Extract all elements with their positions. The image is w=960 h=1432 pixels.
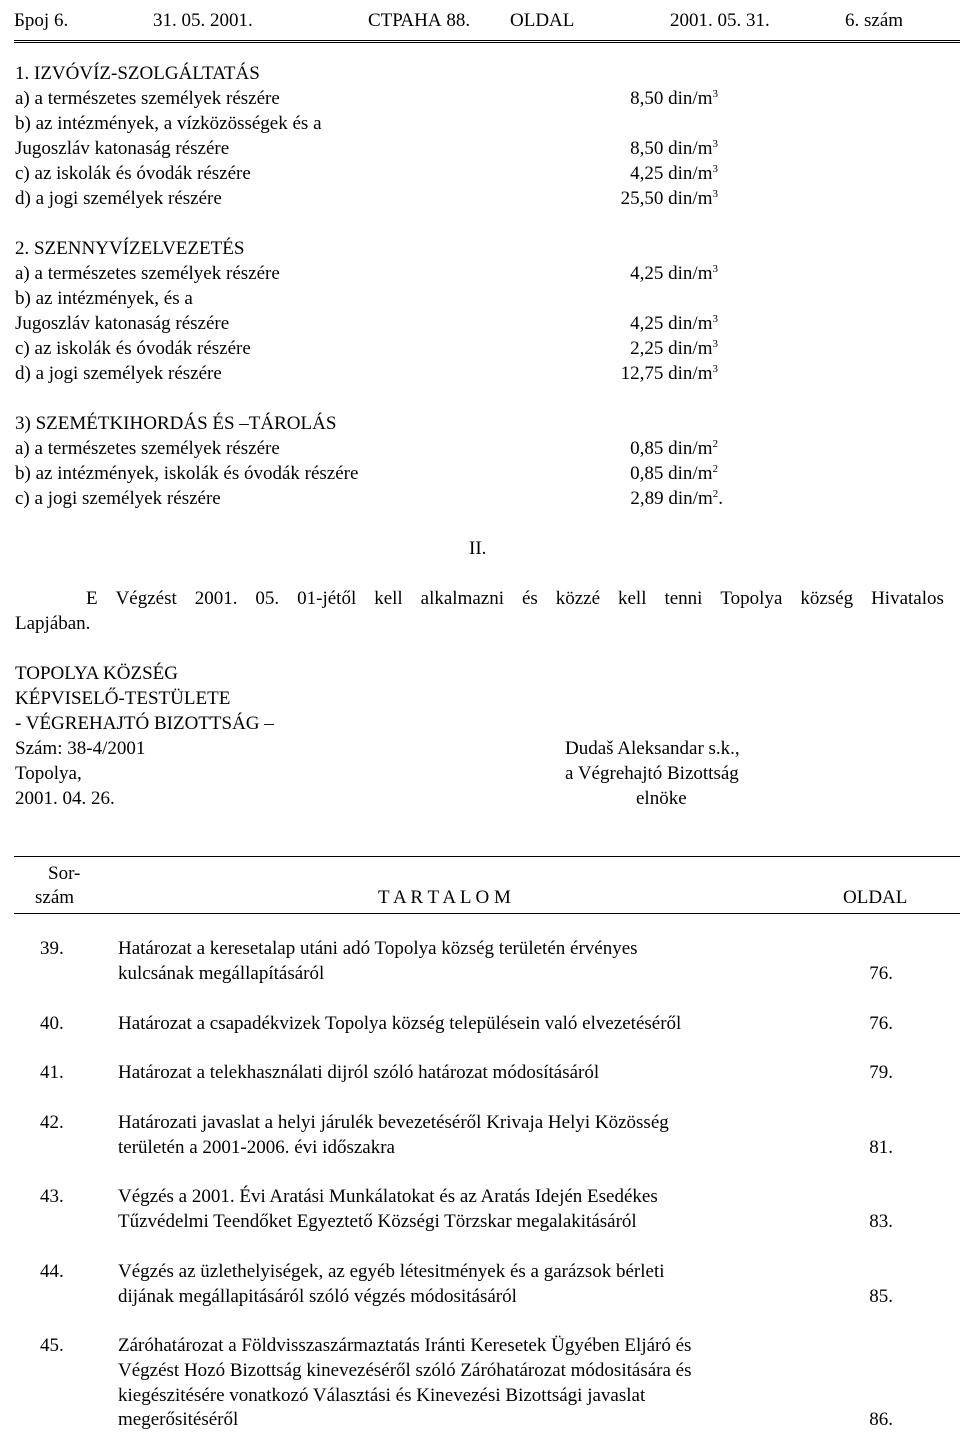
tariff-value: 0,85 din/$m^2$ (630, 438, 718, 459)
issue-date: 31. 05. 2001. (153, 10, 253, 31)
tariff-label: d) a jogi személyek részére (15, 363, 222, 384)
issuer-line: TOPOLYA KÖZSÉG (15, 663, 178, 684)
toc-item-title: Határozati javaslat a helyi járulék bevezetéséről Krivaja Helyi Közösség (118, 1112, 669, 1133)
toc-item-title: Végzést Hozó Bizottság kinevezéséről szóló Záróhatározat módositására és (118, 1360, 692, 1381)
tariff-row (15, 436, 735, 461)
section-roman-numeral: II. (469, 538, 487, 559)
tariff-label: d) a jogi személyek részére (15, 188, 222, 209)
signatory-title: elnöke (636, 788, 687, 809)
tariff-label: b) az intézmények, iskolák és óvodák részére (15, 463, 359, 484)
tariff-value: 2,25 din/$m^3$ (630, 338, 718, 359)
section-title: 1. IZVÓVÍZ-SZOLGÁLTATÁS (15, 63, 260, 84)
tariff-row (15, 86, 735, 111)
section-title: 3) SZEMÉTKIHORDÁS ÉS –TÁROLÁS (15, 413, 337, 434)
toc-top-rule (14, 856, 960, 857)
tariff-row (15, 111, 735, 136)
page-number-serbian: СТРАНА 88. (368, 10, 471, 31)
tariff-value: 0,85 din/$m^2$ (630, 463, 718, 484)
tariff-value: 2,89 din/$m^2$. (630, 488, 723, 509)
tariff-label: a) a természetes személyek részére (15, 263, 280, 284)
signing-date: 2001. 04. 26. (15, 788, 115, 809)
signatory-body: a Végrehajtó Bizottság (565, 763, 739, 784)
toc-item-number: 40. (40, 1013, 64, 1034)
paragraph-line-2: Lapjában. (15, 613, 91, 634)
tariff-label: a) a természetes személyek részére (15, 88, 280, 109)
tariff-label: c) az iskolák és óvodák részére (15, 338, 251, 359)
tariff-value: 12,75 din/$m^3$ (620, 363, 718, 384)
toc-item-page: 83. (869, 1211, 893, 1232)
issuer-line: KÉPVISELŐ-TESTÜLETE (15, 688, 231, 709)
tariff-row (15, 336, 735, 361)
toc-item-number: 39. (40, 938, 64, 959)
toc-item-title: Határozat a keresetalap utáni adó Topolya község területén érvényes (118, 938, 638, 959)
tariff-value: 8,50 din/$m^3$ (630, 88, 718, 109)
toc-col-number-line2: szám (35, 887, 75, 908)
tariff-value: 4,25 din/$m^3$ (630, 263, 718, 284)
tariff-label: Jugoszláv katonaság részére (15, 138, 230, 159)
tariff-label: b) az intézmények, és a (15, 288, 193, 309)
issue-date-hungarian: 2001. 05. 31. (670, 10, 770, 31)
toc-item-title: Határozat a csapadékvizek Topolya község településein való elvezetéséről (118, 1013, 682, 1034)
tariff-row (15, 361, 735, 386)
tariff-row (15, 261, 735, 286)
paragraph-line-1: E Végzést 2001. 05. 01-jétől kell alkalmazni és közzé kell tenni Topolya község Hivatalos (86, 588, 944, 609)
toc-item-number: 43. (40, 1186, 64, 1207)
tariff-label: c) az iskolák és óvodák részére (15, 163, 251, 184)
tariff-row (15, 461, 735, 486)
toc-item-page: 76. (869, 1013, 893, 1034)
toc-item-title: dijának megállapitásáról szóló végzés módositásáról (118, 1286, 517, 1307)
place: Topolya, (15, 763, 82, 784)
signatory-name: Dudaš Aleksandar s.k., (565, 738, 740, 759)
toc-item-title: Határozat a telekhasználati dijról szóló határozat módosításáról (118, 1062, 600, 1083)
section-title: 2. SZENNYVÍZELVEZETÉS (15, 238, 245, 259)
tariff-row (15, 311, 735, 336)
tariff-row (15, 161, 735, 186)
tariff-row (15, 186, 735, 211)
tariff-value: 25,50 din/$m^3$ (620, 188, 718, 209)
toc-col-page: OLDAL (843, 887, 908, 908)
tariff-value: 4,25 din/$m^3$ (630, 313, 718, 334)
toc-col-title: T A R T A L O M (378, 887, 511, 908)
toc-item-title: kiegészitésére vonatkozó Választási és Kinevezési Bizottsági javaslat (118, 1385, 646, 1406)
tariff-label: c) a jogi személyek részére (15, 488, 221, 509)
toc-item-title: kulcsának megállapításáról (118, 963, 325, 984)
tariff-label: b) az intézmények, a vízközösségek és a (15, 113, 322, 134)
toc-col-number-line1: Sor- (48, 863, 81, 884)
tariff-value: 8,50 din/$m^3$ (630, 138, 718, 159)
document-number: Szám: 38-4/2001 (15, 738, 146, 759)
toc-item-title: megerősitéséről (118, 1409, 239, 1430)
toc-item-number: 41. (40, 1062, 64, 1083)
issue-number-serbian: Број 6. (14, 10, 69, 31)
toc-item-title: területén a 2001-2006. évi időszakra (118, 1137, 395, 1158)
toc-item-page: 86. (869, 1409, 893, 1430)
tariff-row (15, 286, 735, 311)
toc-item-title: Végzés a 2001. Évi Aratási Munkálatokat és az Aratás Idején Esedékes (118, 1186, 658, 1207)
toc-item-number: 44. (40, 1261, 64, 1282)
tariff-label: Jugoszláv katonaság részére (15, 313, 230, 334)
toc-item-page: 85. (869, 1286, 893, 1307)
toc-item-page: 76. (869, 963, 893, 984)
toc-item-number: 42. (40, 1112, 64, 1133)
tariff-value: 4,25 din/$m^3$ (630, 163, 718, 184)
page-label-hungarian: OLDAL (510, 10, 575, 31)
toc-header-rule (14, 913, 960, 914)
toc-item-title: Záróhatározat a Földvisszaszármaztatás Iránti Keresetek Ügyében Eljáró és (118, 1335, 692, 1356)
tariff-row (15, 136, 735, 161)
toc-item-page: 79. (869, 1062, 893, 1083)
issue-number-hungarian: 6. szám (845, 10, 904, 31)
toc-item-title: Végzés az üzlethelyiségek, az egyéb létesitmények és a garázsok bérleti (118, 1261, 665, 1282)
toc-item-number: 45. (40, 1335, 64, 1356)
toc-item-page: 81. (869, 1137, 893, 1158)
toc-item-title: Tűzvédelmi Teendőket Egyeztető Községi Törzskar megalakitásáról (118, 1211, 637, 1232)
tariff-row (15, 486, 735, 511)
issuer-line: - VÉGREHAJTÓ BIZOTTSÁG – (15, 713, 274, 734)
tariff-label: a) a természetes személyek részére (15, 438, 280, 459)
header-divider (14, 40, 960, 43)
